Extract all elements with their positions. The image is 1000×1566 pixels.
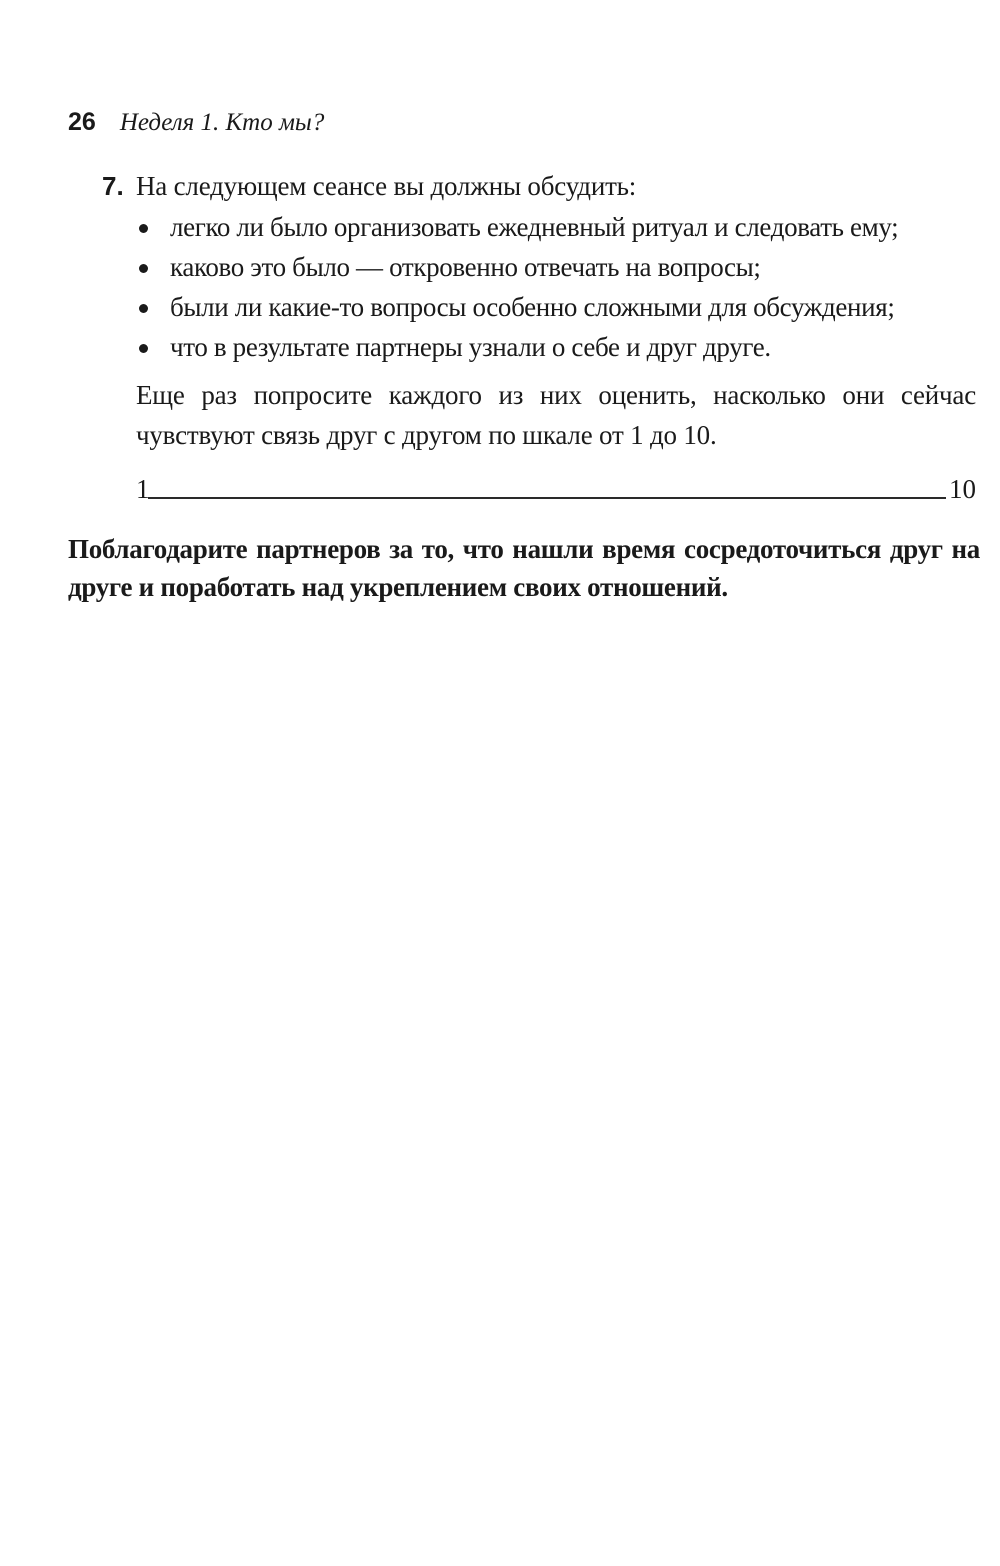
chapter-title: Неделя 1. Кто мы? [119, 109, 325, 136]
bullet-text: что в результате партнеры узнали о себе и друг друге. [170, 332, 771, 362]
bullet-item [102, 327, 982, 367]
bullet-dot-icon [139, 344, 148, 353]
scale-max-label: 10 [949, 474, 976, 504]
bullet-item [102, 207, 982, 247]
numbered-item-7 [102, 166, 982, 503]
bullet-dot-icon [139, 304, 148, 313]
item-number: 7. [102, 171, 124, 201]
bullet-dot-icon [139, 264, 148, 273]
bullet-text: были ли какие-то вопросы особенно сложными для обсуждения; [170, 292, 895, 322]
bullet-item [102, 247, 982, 287]
bullet-item [102, 287, 982, 327]
item-intro-text: На следующем сеансе вы должны обсудить: [136, 171, 637, 201]
running-header [68, 108, 324, 144]
item-heading [102, 166, 982, 206]
closing-paragraph: Поблагодарите партнеров за то, что нашли время сосредоточиться друг на друге и поработать над укреплением своих отношений. [68, 534, 980, 602]
page-number: 26 [68, 108, 96, 136]
scale-line [148, 497, 946, 499]
rating-scale [136, 469, 976, 503]
rating-instruction: Еще раз попросите каждого из них оценить, насколько они сейчас чувствуют связь друг с другом по шкале от 1 до 10. [136, 380, 976, 450]
bullet-dot-icon [139, 224, 148, 233]
bullet-list [102, 207, 982, 367]
bullet-text: каково это было — откровенно отвечать на вопросы; [170, 252, 761, 282]
bullet-text: легко ли было организовать ежедневный ритуал и следовать ему; [170, 212, 899, 242]
scale-min-label: 1 [136, 474, 150, 504]
